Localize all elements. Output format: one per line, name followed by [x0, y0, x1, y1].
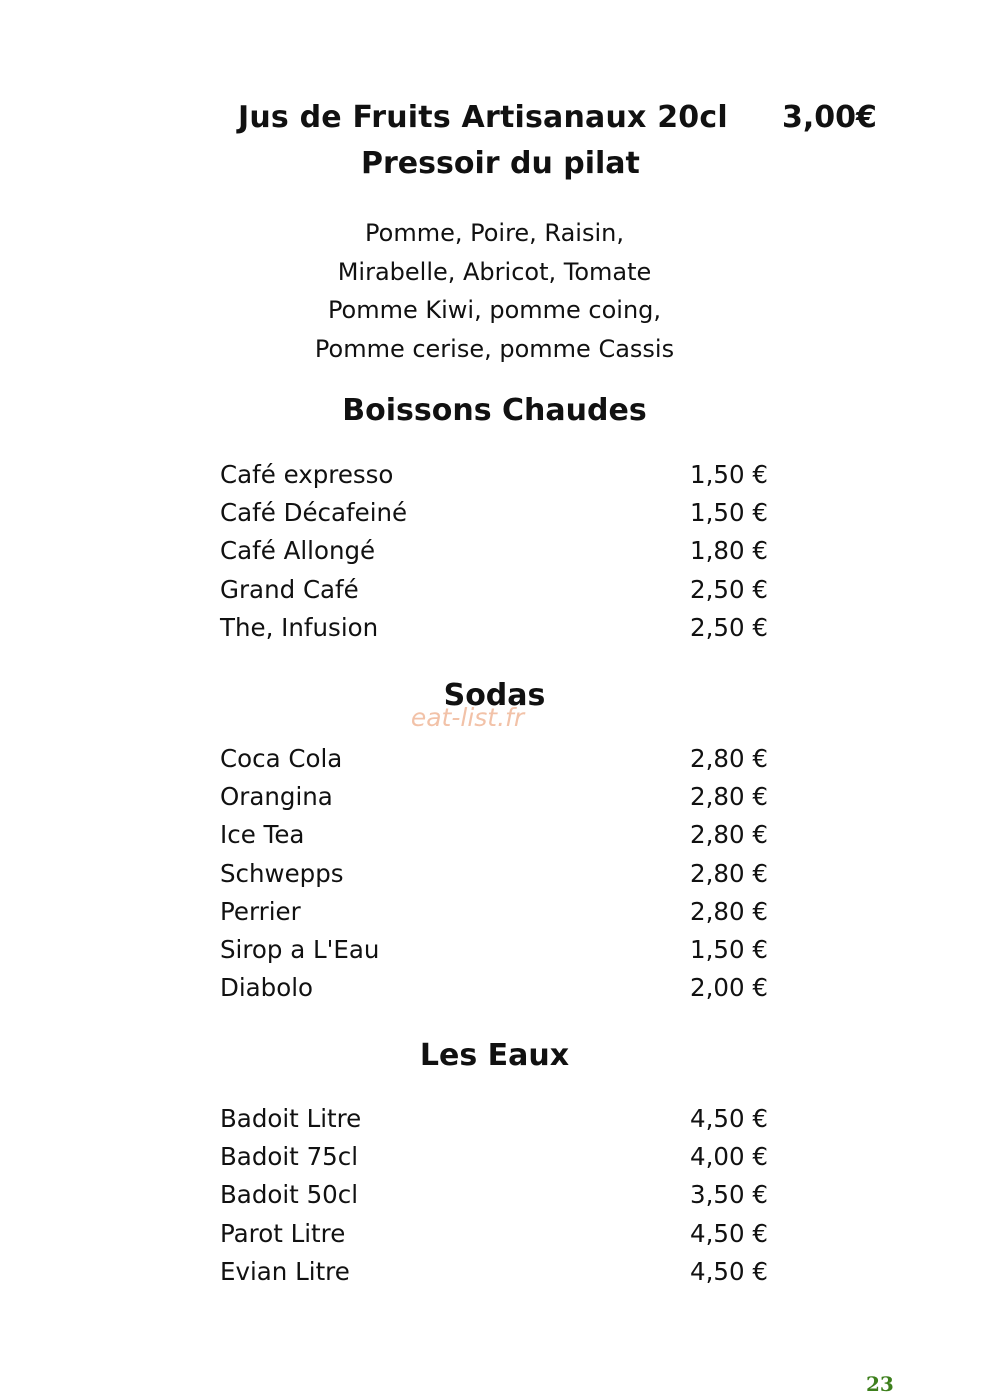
item-name: Ice Tea	[220, 820, 305, 850]
flavor-line: Pomme, Poire, Raisin,	[365, 219, 624, 247]
item-name: Café Allongé	[220, 536, 376, 566]
flavor-line: Mirabelle, Abricot, Tomate	[337, 257, 652, 286]
item-name: Sirop a L'Eau	[220, 934, 380, 964]
list-item	[220, 613, 780, 651]
page-number: 23	[866, 1372, 894, 1396]
section-title-boissons-chaudes: Boissons Chaudes	[342, 393, 647, 428]
list-item	[220, 744, 780, 782]
item-price: 2,80 €	[690, 820, 768, 850]
item-price: 2,50 €	[690, 612, 768, 642]
juice-flavors	[0, 214, 989, 368]
flavor-line: Pomme Kiwi, pomme coing,	[327, 296, 662, 324]
item-name: Diabolo	[220, 973, 314, 1003]
list-item	[220, 1142, 780, 1180]
list-item	[220, 536, 780, 574]
juice-subtitle: Pressoir du pilat	[361, 146, 640, 181]
list-item	[220, 935, 780, 973]
item-name: Parot Litre	[220, 1218, 346, 1248]
item-name: Schwepps	[220, 858, 344, 888]
section-title-les-eaux: Les Eaux	[419, 1038, 570, 1073]
item-price: 4,50 €	[690, 1104, 768, 1133]
item-price: 2,00 €	[690, 973, 768, 1003]
item-name: Perrier	[220, 896, 301, 926]
list-item	[220, 498, 780, 536]
item-price: 2,80 €	[690, 896, 768, 926]
item-price: 1,50 €	[690, 460, 768, 489]
item-name: Café expresso	[220, 460, 394, 489]
list-item	[220, 1104, 780, 1142]
item-name: Orangina	[220, 782, 333, 812]
juice-title: Jus de Fruits Artisanaux 20cl	[238, 100, 728, 135]
item-name: Badoit 75cl	[220, 1142, 359, 1172]
item-name: The, Infusion	[220, 612, 379, 642]
list-item	[220, 460, 780, 498]
list-item	[220, 575, 780, 613]
item-price: 1,50 €	[690, 498, 768, 528]
list-item	[220, 1257, 780, 1295]
item-price: 2,80 €	[690, 858, 768, 888]
juice-price: 3,00€	[782, 100, 877, 135]
item-name: Café Décafeiné	[220, 498, 408, 528]
item-name: Badoit 50cl	[220, 1180, 359, 1210]
item-price: 4,50 €	[690, 1256, 768, 1286]
list-item	[220, 859, 780, 897]
item-price: 2,80 €	[690, 744, 768, 773]
watermark-text: eat-list.fr	[410, 703, 525, 732]
list-item	[220, 820, 780, 858]
item-price: 1,80 €	[690, 536, 768, 566]
list-item	[220, 1219, 780, 1257]
item-name: Grand Café	[220, 574, 359, 604]
item-price: 2,80 €	[690, 782, 768, 812]
item-price: 1,50 €	[690, 934, 768, 964]
item-price: 4,00 €	[690, 1142, 768, 1172]
list-item	[220, 782, 780, 820]
watermark	[0, 703, 989, 732]
boissons-chaudes-list	[220, 460, 780, 651]
item-name: Badoit Litre	[220, 1104, 362, 1133]
list-item	[220, 1180, 780, 1218]
list-item	[220, 897, 780, 935]
item-name: Evian Litre	[220, 1256, 350, 1286]
les-eaux-list	[220, 1104, 780, 1295]
item-price: 3,50 €	[690, 1180, 768, 1210]
flavor-line: Pomme cerise, pomme Cassis	[314, 334, 675, 363]
section-title-sodas: Sodas	[443, 678, 546, 713]
item-name: Coca Cola	[220, 744, 343, 773]
item-price: 2,50 €	[690, 574, 768, 604]
list-item	[220, 973, 780, 1011]
item-price: 4,50 €	[690, 1218, 768, 1248]
sodas-list	[220, 744, 780, 1011]
